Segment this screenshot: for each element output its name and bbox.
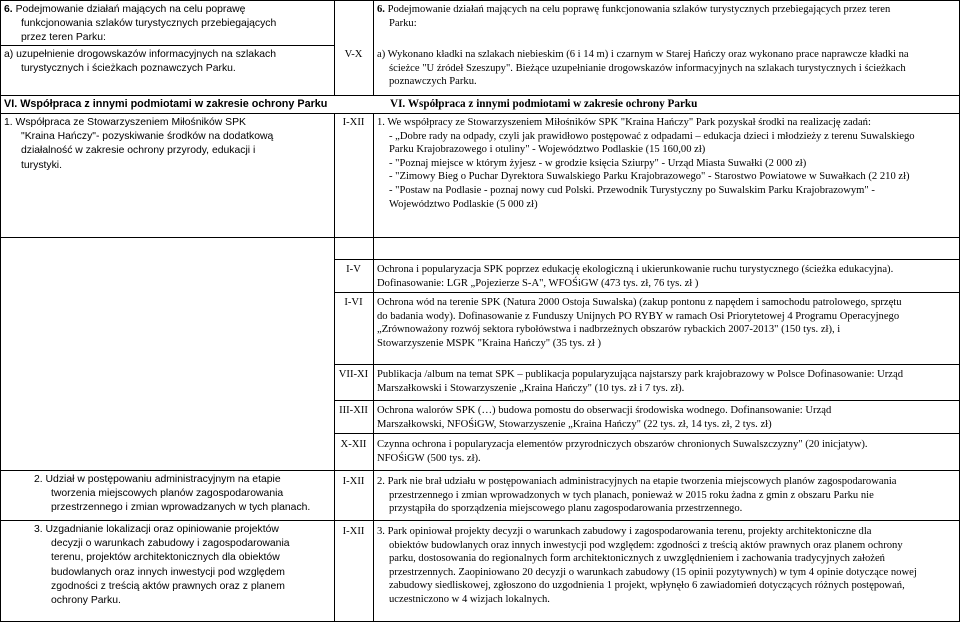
row1-right-line5: - "Zimowy Bieg o Puchar Dyrektora Suwalskiego Parku Krajobrazowego" - Starostwo Powiatowe w Suwałkach (2 210 zł) (389, 171, 910, 183)
row3-right-line2: obiektów budowlanych oraz innych inwestycji pod względem: zgodności z treścią aktów prawnych oraz planem ochrony (389, 539, 903, 551)
row1-period: I-XII (342, 117, 365, 128)
row-iiixii-right (373, 403, 960, 433)
row1-left-line3: działalność w zakresie ochrony przyrody, edukacji i (21, 145, 256, 157)
row1-left-line4: turystyki. (21, 159, 62, 171)
row6-right-line2: Parku: (389, 17, 417, 29)
row6-left (0, 2, 334, 46)
row2-right (373, 474, 960, 520)
row-ivi-right-line2: do badania wody). Dofinasowanie z Funduszy Unijnych PO RYBY w ramach Osi Priorytetowej 4 Programu Operacyjnego (377, 310, 900, 322)
row-ivi-right (373, 295, 960, 364)
section-vi-header-left: VI. Współpraca z innymi podmiotami w zakresie ochrony Parku (4, 98, 328, 110)
row-iiixii-right-line2: Marszałkowski, NFOŚiGW, Stowarzyszenie „Kraina Hańczy" (22 tys. zł, 14 tys. zł, 2 tys. zł) (377, 418, 772, 430)
row1-right-line1: 1. We współpracy ze Stowarzyszeniem Miłośników SPK "Kraina Hańczy" Park pozyskał środki na realizację zadań: (377, 117, 871, 128)
row6a-right-line3: poznawczych Parku. (389, 76, 477, 88)
row-viixi-right (373, 367, 960, 400)
row1-left-line2: "Kraina Hańczy"- pozyskiwanie środków na dodatkową (21, 131, 274, 143)
row3-right-line4: przestrzennych. Zaopiniowano 20 decyzji o warunkach zabudowy (15 opinii pozytywnych) w tym 4 opinie dotyczące nowej (389, 566, 917, 578)
row1-right (373, 115, 960, 237)
row1-right-line3: Parku Krajobrazowego i otuliny" - Województwo Podlaskie (15 160,00 zł) (389, 144, 706, 156)
row-xxii-right-line2: NFOŚiGW (500 tys. zł). (377, 452, 481, 464)
row3-right-line6: uczestniczono w 4 wizjach lokalnych. (389, 593, 550, 605)
row1-right-line7: Województwo Podlaskie (5 000 zł) (389, 198, 538, 210)
row-xxii-right-line1: Czynna ochrona i popularyzacja elementów przyrodniczych obszarów chronionych Suwalszczyzny" (20 inicjatyw). (377, 439, 868, 450)
row2-left-line2: tworzenia miejscowych planów zagospodarowania (51, 488, 284, 500)
row3-right-line1: 3. Park opiniował projekty decyzji o warunkach zabudowy i zagospodarowania terenu, projekty architektoniczne dla (377, 526, 872, 537)
row-xxii-period: X-XII (340, 439, 367, 450)
row6a-right-line2: ścieżce "U źródeł Szeszupy". Bieżące uzupełnianie drogowskazów informacyjnych na szlakach turystycznych i ścieżkach (389, 62, 906, 74)
row-viixi-right-line1: Publikacja /album na temat SPK – publikacja popularyzująca najstarszy park krajobrazowy w Polsce Dofinasowanie: Urząd (377, 369, 903, 380)
row-iv-right-line1: Ochrona i popularyzacja SPK poprzez edukację ekologiczną i ukierunkowanie ruchu turystycznego (ścieżka edukacyjna). (377, 264, 894, 275)
row6-right (373, 2, 960, 42)
row6a-right-line1: a) Wykonano kładki na szlakach niebieskim (6 i 14 m) i czarnym w Starej Hańczy oraz wykonano prace naprawcze kładki na (377, 49, 909, 60)
row6a-left-line2: turystycznych i ścieżkach poznawczych Parku. (21, 63, 236, 75)
row6a-left-line1: a) uzupełnienie drogowskazów informacyjnych na szlakach (4, 49, 277, 60)
row-ivi-period: I-VI (344, 297, 363, 308)
row-xxii-right (373, 437, 960, 470)
row6a-period: V-X (344, 49, 363, 60)
row-iv-right-line2: Dofinasowanie: LGR „Pojezierze S-A", WFOŚiGW (473 tys. zł, 76 tys. zł ) (377, 277, 699, 289)
row-viixi-right-line2: Marszałkowski i Stowarzyszenie „Kraina Hańczy" (10 tys. zł i 7 tys. zł). (377, 382, 685, 394)
row2-left-line3: przestrzennego i zmian wprowadzanych w tych planach. (51, 502, 311, 514)
row3-left-line3: terenu, projektów architektonicznych dla obiektów (51, 552, 280, 564)
row1-left (0, 115, 334, 237)
row3-left-line6: ochrony Parku. (51, 595, 121, 607)
row-viixi-period: VII-XI (338, 369, 369, 380)
row6-left-num: 6. (4, 4, 13, 15)
row1-left-line1: 1. Współpraca ze Stowarzyszeniem Miłośników SPK (4, 117, 246, 128)
row6-right-num: 6. (377, 4, 385, 15)
row3-left-line2: decyzji o warunkach zabudowy i zagospodarowania (51, 538, 290, 550)
row3-left-line1: 3. Uzgadnianie lokalizacji oraz opiniowanie projektów (34, 524, 279, 535)
row-ivi-right-line3: „Zrównoważony rozwój sektora rybołówstwa i nadbrzeżnych obszarów rybackich 2007-2013" (150 tys. zł), i (377, 324, 841, 336)
section-vi-header-right: VI. Współpraca z innymi podmiotami w zakresie ochrony Parku (390, 98, 698, 110)
row2-right-line3: przystąpiła do sporządzenia miejscowego planu zagospodarowania przestrzennego. (389, 503, 743, 515)
row-iv-right (373, 262, 960, 292)
row3-left-line5: zgodności z treścią aktów prawnych oraz z planem (51, 580, 285, 592)
row6a-right (373, 47, 960, 95)
row2-right-line1: 2. Park nie brał udziału w postępowaniach administracyjnych na etapie tworzenia miejscowych planów zagospodarowania (377, 476, 897, 487)
row-iiixii-period: III-XII (339, 405, 368, 416)
row2-period: I-XII (342, 476, 365, 487)
row-ivi-right-line4: Stowarzyszenie MSPK "Kraina Hańczy" (35 tys. zł ) (377, 337, 601, 349)
row-iiixii-right-line1: Ochrona walorów SPK (…) budowa pomostu do obserwacji środowiska wodnego. Dofinansowanie: Urząd (377, 405, 832, 416)
row2-right-line2: przestrzennego i zmian wprowadzonych w tych planach, ponieważ w 2015 roku żadna z gmin z obszaru Parku nie (389, 489, 874, 501)
row1-right-line2: - „Dobre rady na odpady, czyli jak prawidłowo postępować z odpadami – edukacja dzieci i młodzieży z terenu Suwalskiego (389, 130, 915, 142)
row6-left-line1: Podejmowanie działań mających na celu poprawę (15, 4, 246, 15)
row3-right-line3: parku, dostosowania do regionalnych form architektonicznych z uwzględnieniem i zachowania tradycyjnych założeń (389, 553, 885, 565)
row1-right-line4: - "Poznaj miejsce w którym żyjesz - w grodzie księcia Sziurpy" - Urząd Miasta Suwałki (2 000 zł) (389, 157, 807, 169)
row2-left-line1: 2. Udział w postępowaniu administracyjnym na etapie (34, 474, 281, 485)
row6-left-line2: funkcjonowania szlaków turystycznych przebiegających (21, 18, 277, 30)
row3-left (30, 522, 334, 621)
row3-right (373, 524, 960, 621)
row3-left-line4: budowlanych oraz innych inwestycji pod względem (51, 566, 285, 578)
row1-right-line6: - "Postaw na Podlasie - poznaj nowy cud Polski. Przewodnik Turystyczny po Suwalskim Parku Krajobrazowym" - (389, 184, 875, 196)
row-iv-period: I-V (346, 264, 361, 275)
row6-right-line1: Podejmowanie działań mających na celu poprawę funkcjonowania szlaków turystycznych przebiegających przez teren (387, 4, 891, 15)
row2-left (30, 472, 334, 520)
row6-left-line3: przez teren Parku: (21, 32, 106, 44)
row6a-left (0, 47, 334, 93)
row3-period: I-XII (342, 526, 365, 537)
row-ivi-right-line1: Ochrona wód na terenie SPK (Natura 2000 Ostoja Suwalska) (zakup pontonu z napędem i samochodu patrolowego, sprzętu (377, 297, 902, 308)
row3-right-line5: zabudowy siedliskowej, zgłoszono do uzgodnienia 1 projekt, wpłynęło 6 zawiadomień dotyczących różnych postępowań, (389, 580, 905, 592)
